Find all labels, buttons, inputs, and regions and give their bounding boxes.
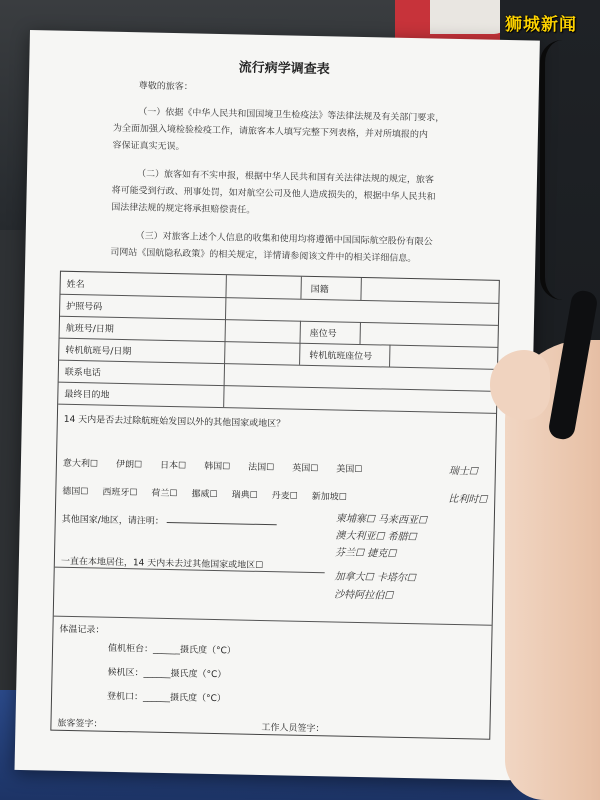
handwritten-other: 沙特阿拉伯☐ bbox=[334, 589, 394, 602]
para-line: 将可能受到行政、刑事处罚，如对航空公司及他人造成损失的，根据中华人民共和 bbox=[111, 185, 436, 203]
para-line: （三）对旅客上述个人信息的收集和使用均将遵循中国国际航空股份有限公 bbox=[135, 231, 433, 248]
temp-gate: 登机口：______摄氏度（°C） bbox=[106, 691, 226, 705]
label-seat: 座位号 bbox=[309, 328, 337, 340]
country-option[interactable]: 挪威☐ bbox=[191, 489, 218, 501]
white-object bbox=[430, 0, 510, 34]
label-name: 姓名 bbox=[66, 279, 85, 291]
handwritten-country: 瑞士☐ bbox=[448, 465, 478, 478]
temperature-section bbox=[51, 616, 491, 741]
label-phone: 联系电话 bbox=[64, 367, 101, 379]
travel-question: 14 天内是否去过除航班始发国以外的其他国家或地区？ bbox=[63, 414, 286, 430]
handwritten-other: 加拿大☐ 卡塔尔☐ bbox=[334, 571, 416, 585]
label-passport: 护照号码 bbox=[66, 301, 103, 313]
para-line: 容保证真实无误。 bbox=[112, 140, 185, 153]
divider bbox=[389, 345, 390, 367]
label-destination: 最终目的地 bbox=[64, 389, 110, 401]
handwritten-other: 澳大利亚☐ 希腊☐ bbox=[335, 530, 417, 544]
survey-paper bbox=[15, 30, 540, 781]
country-option[interactable]: 瑞典☐ bbox=[231, 490, 258, 501]
label-transfer-flight: 转机航班号/日期 bbox=[65, 345, 132, 358]
divider bbox=[224, 363, 225, 385]
country-option[interactable]: 伊朗☐ bbox=[115, 459, 143, 471]
watermark: 狮城新闻 bbox=[505, 15, 577, 35]
country-option[interactable]: 日本☐ bbox=[159, 460, 187, 472]
para-line: 为全面加强入境检验检疫工作，请旅客本人填写完整下列表格，并对所填报的内 bbox=[112, 123, 429, 141]
handwritten-other: 柬埔寨☐ 马来西亚☐ bbox=[335, 513, 428, 527]
local-stay-option[interactable]: 一直在本地居住，14 天内未去过其他国家或地区☐ bbox=[60, 556, 264, 572]
divider bbox=[360, 278, 361, 300]
divider bbox=[359, 322, 360, 344]
label-transfer-seat: 转机航班座位号 bbox=[309, 350, 373, 363]
temp-checkin: 值机柜台：______摄氏度（°C） bbox=[107, 643, 236, 657]
country-option[interactable]: 英国☐ bbox=[292, 463, 319, 475]
divider bbox=[223, 385, 224, 407]
other-label: 其他国家/地区，请注明： bbox=[61, 514, 164, 527]
countries-row-1 bbox=[63, 456, 363, 475]
country-option[interactable]: 西班牙☐ bbox=[102, 487, 138, 499]
greeting: 尊敬的旅客： bbox=[138, 81, 193, 93]
other-line bbox=[167, 520, 277, 524]
country-option[interactable]: 荷兰☐ bbox=[151, 488, 178, 500]
country-option[interactable]: 韩国☐ bbox=[204, 461, 231, 473]
label-flight: 航班号/日期 bbox=[65, 323, 114, 335]
country-option[interactable]: 新加坡☐ bbox=[311, 492, 347, 503]
country-option[interactable]: 美国☐ bbox=[336, 464, 363, 476]
divider bbox=[300, 277, 301, 299]
divider bbox=[300, 321, 301, 343]
divider bbox=[225, 297, 226, 319]
label-nationality: 国籍 bbox=[310, 284, 329, 296]
form-title: 流行病学调查表 bbox=[238, 60, 330, 78]
temperature-title: 体温记录： bbox=[59, 624, 105, 636]
passenger-signature: 旅客签字： bbox=[57, 718, 103, 730]
other-countries bbox=[62, 512, 277, 529]
country-option[interactable]: 法国☐ bbox=[248, 462, 275, 474]
thumb bbox=[490, 350, 550, 420]
para-line: 司网站《国航隐私政策》的相关规定，详情请参阅该文件中的相关详细信息。 bbox=[110, 247, 417, 265]
country-option[interactable]: 意大利☐ bbox=[62, 458, 99, 470]
cable bbox=[540, 40, 585, 300]
form-table bbox=[50, 271, 500, 740]
travel-history-section bbox=[54, 404, 496, 626]
para-line: 国法律法规的规定将承担赔偿责任。 bbox=[111, 202, 256, 216]
country-option[interactable]: 丹麦☐ bbox=[271, 491, 298, 502]
country-option[interactable]: 德国☐ bbox=[62, 486, 89, 498]
divider bbox=[224, 341, 225, 363]
divider bbox=[225, 319, 226, 341]
temp-waiting: 候机区：______摄氏度（°C） bbox=[107, 667, 227, 681]
staff-signature: 工作人员签字： bbox=[261, 723, 325, 735]
divider bbox=[225, 275, 226, 297]
para-line: （一）依据《中华人民共和国国境卫生检疫法》等法律法规及有关部门要求， bbox=[138, 107, 445, 124]
handwritten-country: 比利时☐ bbox=[448, 493, 488, 506]
para-line: （二）旅客如有不实申报，根据中华人民共和国有关法律法规的规定，旅客 bbox=[136, 169, 435, 186]
countries-row-2 bbox=[62, 484, 347, 503]
divider bbox=[299, 343, 300, 365]
handwritten-other: 芬兰☐ 捷克☐ bbox=[334, 547, 397, 560]
